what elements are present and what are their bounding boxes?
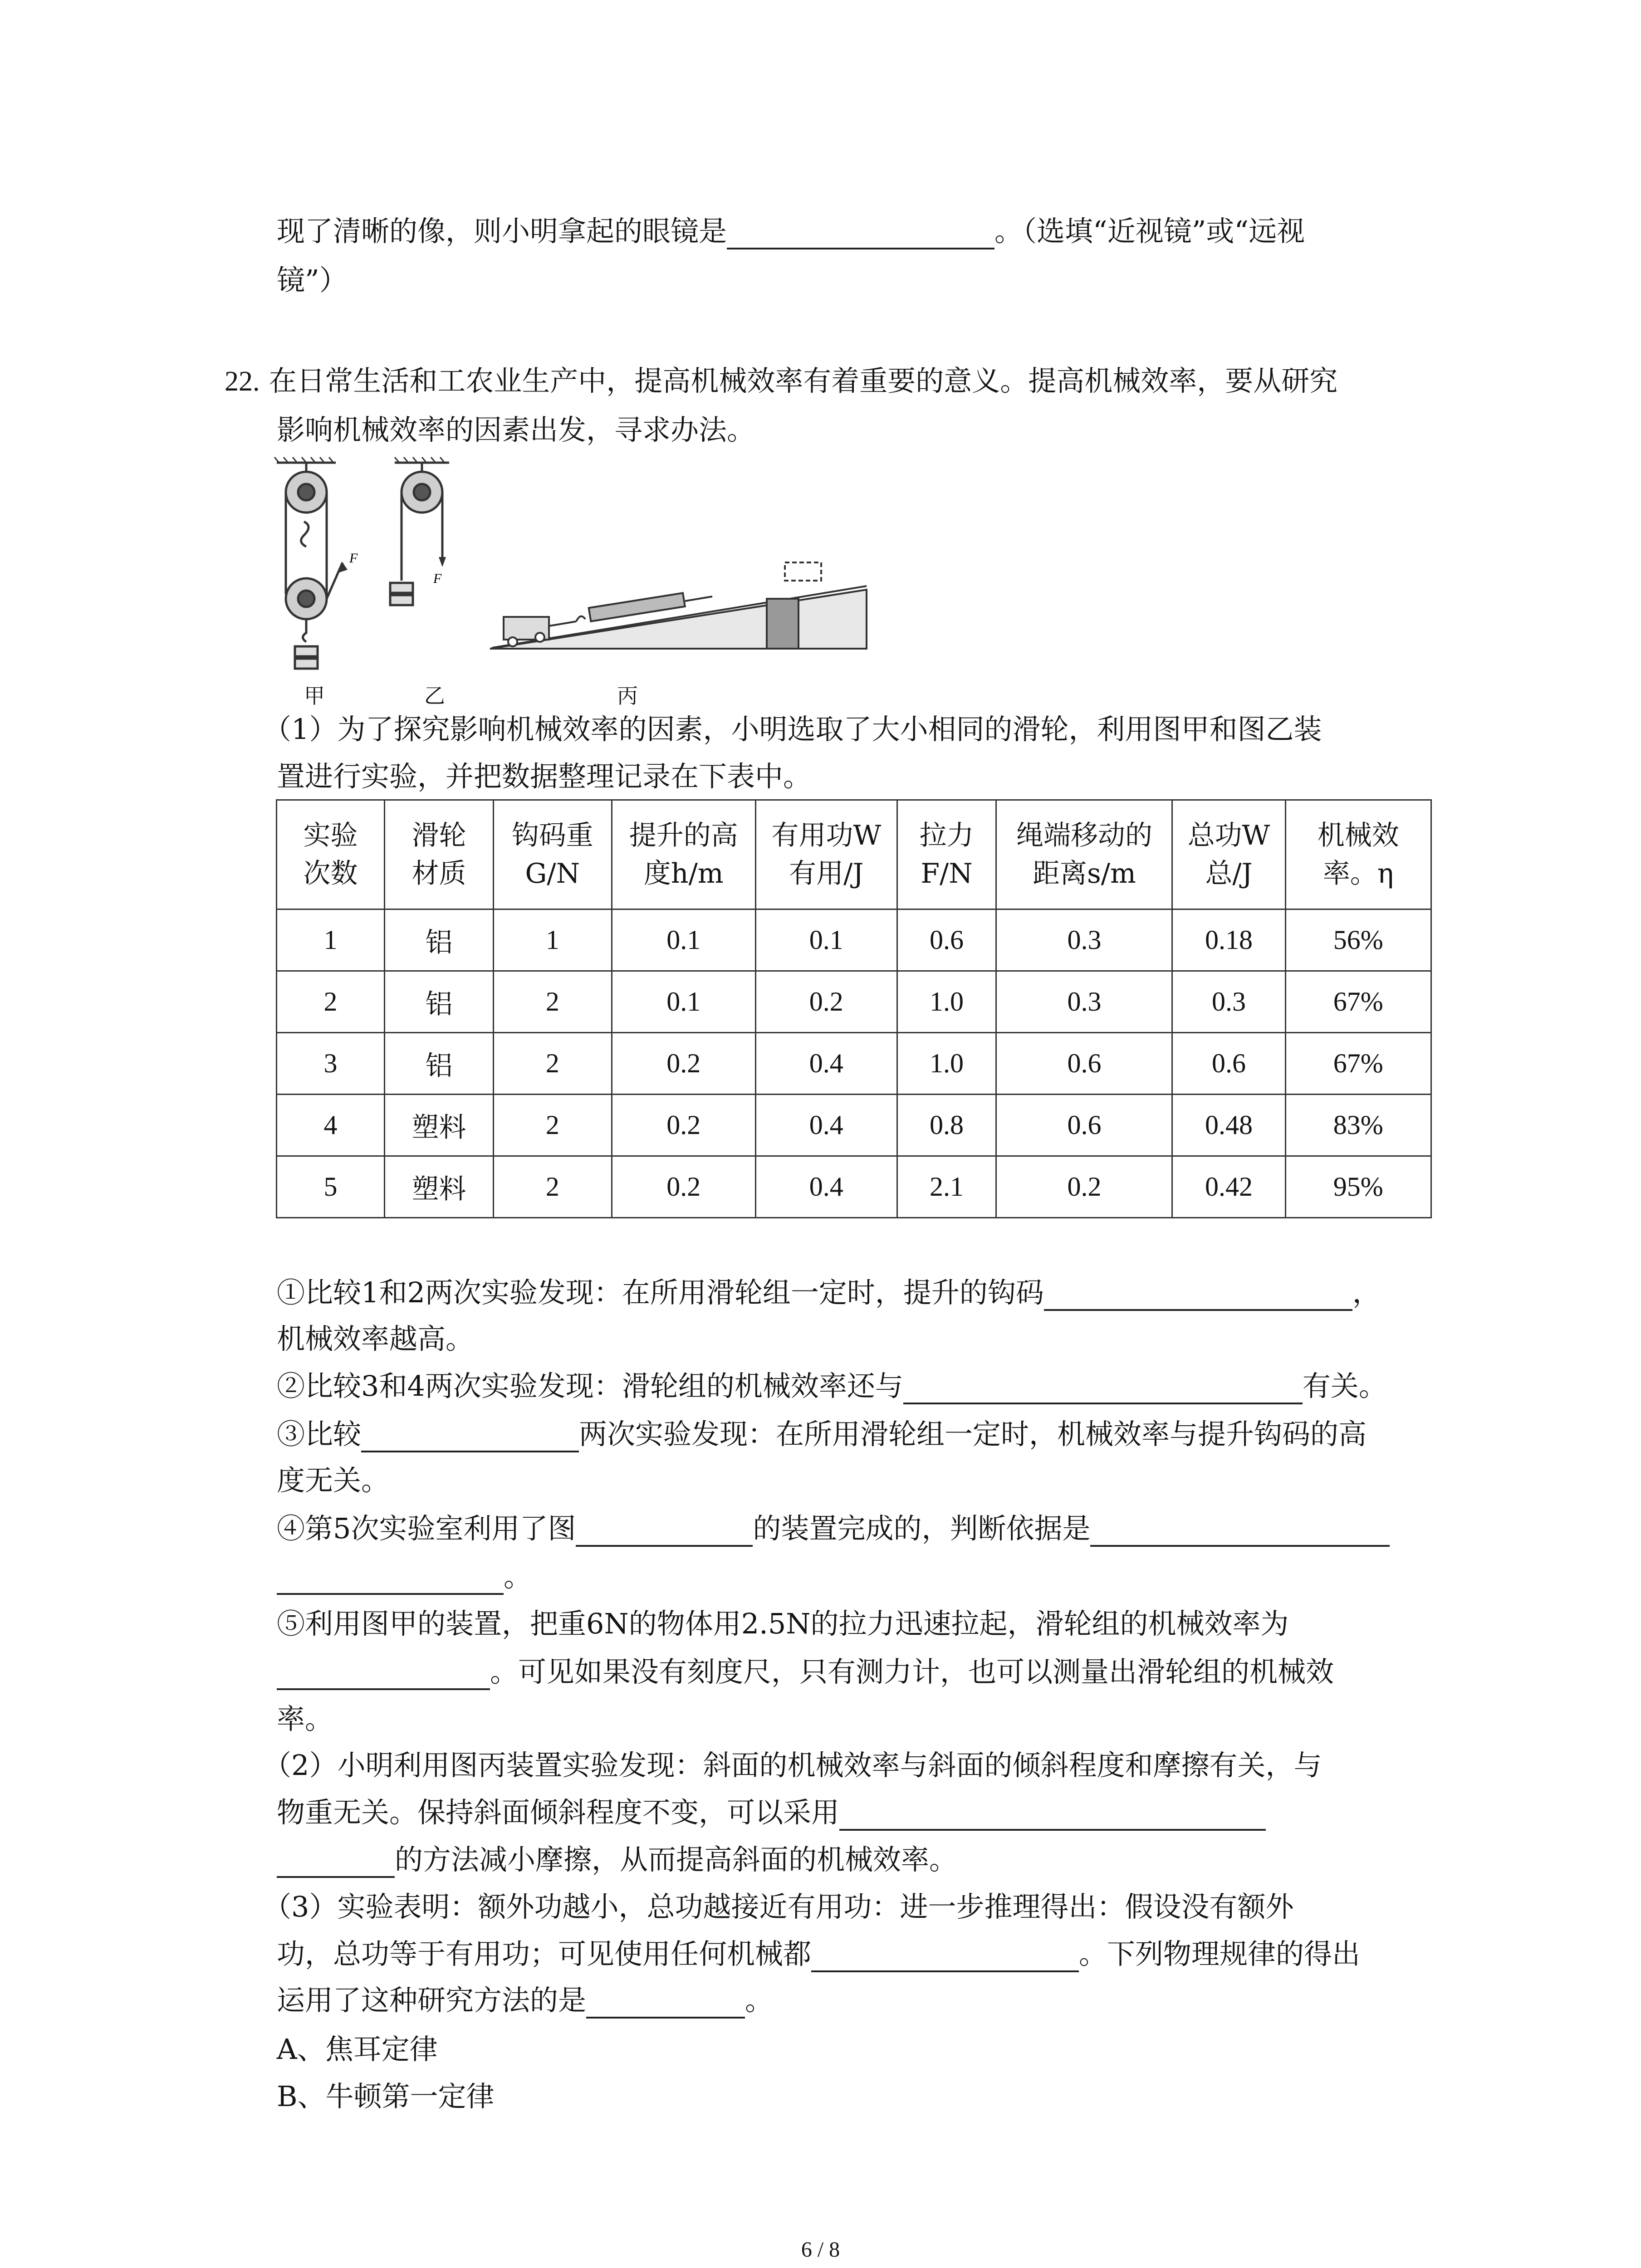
table-cell: 0.6: [1172, 1033, 1285, 1095]
table-cell: 0.2: [612, 1156, 755, 1218]
answer-blank[interactable]: [277, 1564, 504, 1595]
table-row: [277, 1033, 1431, 1095]
figure-label-yi: 乙: [424, 684, 445, 708]
text-line: [277, 213, 1305, 249]
pulley-group-jia: [274, 457, 343, 669]
table-cell: 0.8: [897, 1095, 996, 1156]
table-cell: 0.6: [996, 1095, 1172, 1156]
text: （2）小明利用图丙装置实验发现：斜面的机械效率与斜面的倾斜程度和摩擦有关，与: [263, 1749, 1322, 1782]
force-label: F: [433, 571, 442, 586]
header-text: 总/J: [1205, 858, 1253, 890]
page-number: 6 / 8: [801, 2238, 840, 2262]
header-text: 距离s/m: [1033, 858, 1136, 890]
table-cell: 0.18: [1172, 909, 1285, 971]
table-cell: 0.42: [1172, 1156, 1285, 1218]
table-cell: 0.4: [755, 1095, 897, 1156]
text-line: [277, 1842, 957, 1878]
text: （3）实验表明：额外功越小，总功越接近有用功：进一步推理得出：假设没有额外: [263, 1890, 1294, 1923]
table-cell: 0.2: [612, 1095, 755, 1156]
table-cell: 2: [494, 971, 612, 1033]
table-cell: 0.1: [612, 909, 755, 971]
table-cell: 95%: [1285, 1156, 1431, 1218]
text: ①比较1和2两次实验发现：在所用滑轮组一定时，提升的钩码: [277, 1276, 1044, 1309]
table-header-cell: [755, 800, 897, 909]
text-line: [277, 1982, 773, 2019]
table-header-cell: [612, 800, 755, 909]
question-number: 22.: [225, 366, 260, 397]
table-header-cell: [996, 800, 1172, 909]
text: A、焦耳定律: [277, 2033, 438, 2066]
text-line: [277, 1654, 1334, 1690]
text-line: [277, 758, 811, 795]
table-cell: 0.4: [755, 1033, 897, 1095]
table-header-row: [277, 800, 1431, 909]
text: B、牛顿第一定律: [277, 2080, 495, 2113]
text-line: [277, 1606, 1289, 1642]
incline-bing: [490, 562, 867, 649]
header-text: 率。η: [1323, 858, 1394, 890]
option-a[interactable]: [277, 2031, 438, 2068]
table-cell: 4: [277, 1095, 385, 1156]
header-text: 有用功W: [771, 820, 882, 851]
header-text: 提升的高: [629, 820, 738, 851]
header-text: 次数: [303, 858, 358, 890]
text-line: [277, 1510, 1390, 1547]
text: 的方法减小摩擦，从而提高斜面的机械效率。: [395, 1843, 958, 1876]
text: 。（选填“近视镜”或“远视: [994, 215, 1305, 248]
force-arrow: [439, 557, 446, 567]
text: ③比较: [277, 1418, 362, 1451]
force-label: F: [349, 551, 358, 566]
table-cell: 铝: [385, 971, 494, 1033]
table-cell: 0.1: [612, 971, 755, 1033]
answer-blank[interactable]: [903, 1374, 1303, 1404]
text: 运用了这种研究方法的是: [277, 1984, 587, 2017]
text: 有关。: [1302, 1369, 1387, 1403]
answer-blank[interactable]: [576, 1516, 753, 1547]
table-cell: 铝: [385, 909, 494, 971]
table-row: [277, 971, 1431, 1033]
table-cell: 3: [277, 1033, 385, 1095]
header-text: G/N: [525, 858, 580, 890]
answer-blank[interactable]: [1044, 1280, 1352, 1311]
text: （1）为了探究影响机械效率的因素，小明选取了大小相同的滑轮，利用图甲和图乙装: [263, 713, 1322, 746]
table-cell: 2: [494, 1095, 612, 1156]
text-line: [277, 1936, 1360, 1972]
table-cell: 0.6: [996, 1033, 1172, 1095]
text: 置进行实验，并把数据整理记录在下表中。: [277, 760, 812, 793]
table-header-cell: [494, 800, 612, 909]
answer-blank[interactable]: [361, 1422, 579, 1452]
table-cell: 0.3: [996, 909, 1172, 971]
header-text: 有用/J: [789, 858, 864, 890]
figure-label-jia: 甲: [304, 684, 325, 708]
text: 度无关。: [277, 1464, 390, 1497]
table-cell: 67%: [1285, 1033, 1431, 1095]
table-cell: 2: [494, 1156, 612, 1218]
option-b[interactable]: [277, 2078, 495, 2115]
table-cell: 1: [494, 909, 612, 971]
answer-blank[interactable]: [811, 1941, 1079, 1972]
text-line: [277, 1321, 474, 1357]
question-intro-line: [225, 363, 1337, 400]
table-cell: 5: [277, 1156, 385, 1218]
table-cell: 67%: [1285, 971, 1431, 1033]
table-header-cell: [1285, 800, 1431, 909]
table-cell: 塑料: [385, 1156, 494, 1218]
table-cell: 1: [277, 909, 385, 971]
table-cell: 0.4: [755, 1156, 897, 1218]
table-cell: 83%: [1285, 1095, 1431, 1156]
text: 。: [504, 1560, 532, 1593]
table-cell: 0.1: [755, 909, 897, 971]
table-cell: 0.6: [897, 909, 996, 971]
answer-blank[interactable]: [1090, 1516, 1390, 1547]
answer-blank[interactable]: [839, 1800, 1266, 1831]
table-row: [277, 909, 1431, 971]
table-header-cell: [277, 800, 385, 909]
text-line: [277, 1462, 389, 1499]
answer-blank[interactable]: [277, 1847, 395, 1878]
table-row: [277, 1095, 1431, 1156]
text-line: [277, 1368, 1387, 1404]
text: 两次实验发现：在所用滑轮组一定时，机械效率与提升钩码的高: [579, 1418, 1367, 1451]
text-line: [277, 1275, 1381, 1311]
header-text: 拉力: [919, 820, 974, 851]
table-cell: 0.2: [755, 971, 897, 1033]
table-cell: 0.2: [612, 1033, 755, 1095]
text: 影响机械效率的因素出发，寻求办法。: [277, 413, 755, 446]
table-cell: 2: [277, 971, 385, 1033]
text: 功，总功等于有用功；可见使用任何机械都: [277, 1937, 812, 1970]
header-text: 机械效: [1317, 820, 1399, 851]
header-text: 实验: [303, 820, 358, 851]
table-cell: 2.1: [897, 1156, 996, 1218]
text-line: [263, 1889, 1293, 1925]
text: 率。: [277, 1702, 333, 1735]
text: 机械效率越高。: [277, 1322, 474, 1355]
text: 的装置完成的，判断依据是: [753, 1512, 1091, 1545]
text-line: [263, 711, 1322, 748]
experiment-figure: [268, 454, 871, 671]
header-text: 滑轮: [411, 820, 466, 851]
answer-blank[interactable]: [727, 219, 994, 249]
table-cell: 0.3: [996, 971, 1172, 1033]
table-cell: 1.0: [897, 971, 996, 1033]
header-text: 钩码重: [511, 820, 593, 851]
table-header-cell: [897, 800, 996, 909]
text: ④第5次实验室利用了图: [277, 1512, 576, 1545]
table-header-cell: [1172, 800, 1285, 909]
header-text: 材质: [411, 858, 466, 890]
table-cell: 塑料: [385, 1095, 494, 1156]
text-line: [263, 1747, 1322, 1784]
text-line: [277, 1559, 532, 1595]
table-cell: 铝: [385, 1033, 494, 1095]
header-text: F/N: [921, 858, 973, 890]
text: 。: [745, 1984, 774, 2017]
table-cell: 0.48: [1172, 1095, 1285, 1156]
text-line: [277, 262, 348, 298]
text-line: [277, 1794, 1266, 1831]
text: 现了清晰的像，则小明拿起的眼镜是: [277, 215, 727, 248]
table-cell: 2: [494, 1033, 612, 1095]
answer-blank[interactable]: [586, 1988, 745, 2019]
figure-label-bing: 丙: [617, 684, 638, 708]
table-header-cell: [385, 800, 494, 909]
answer-blank[interactable]: [277, 1659, 490, 1690]
table-cell: 0.2: [996, 1156, 1172, 1218]
header-text: 总功W: [1187, 820, 1270, 851]
text: ⑤利用图甲的装置，把重6N的物体用2.5N的拉力迅速拉起，滑轮组的机械效率为: [277, 1607, 1289, 1640]
text: 。下列物理规律的得出: [1079, 1937, 1361, 1970]
header-text: 度h/m: [643, 858, 724, 890]
text: 物重无关。保持斜面倾斜程度不变，可以采用: [277, 1796, 840, 1829]
table-cell: 56%: [1285, 909, 1431, 971]
data-table: [276, 799, 1432, 1218]
text: ，: [1352, 1276, 1381, 1309]
text: 镜”）: [277, 264, 348, 297]
text-line: [277, 1701, 333, 1737]
text-line: [277, 412, 755, 448]
table-cell: 1.0: [897, 1033, 996, 1095]
header-text: 绳端移动的: [1016, 820, 1152, 851]
text: 在日常生活和工农业生产中，提高机械效率有着重要的意义。提高机械效率，要从研究: [269, 364, 1338, 397]
text: ②比较3和4两次实验发现：滑轮组的机械效率还与: [277, 1369, 903, 1403]
text-line: [277, 1416, 1367, 1452]
text: 。可见如果没有刻度尺，只有测力计，也可以测量出滑轮组的机械效: [490, 1655, 1334, 1688]
table-row: [277, 1156, 1431, 1218]
table-cell: 0.3: [1172, 971, 1285, 1033]
